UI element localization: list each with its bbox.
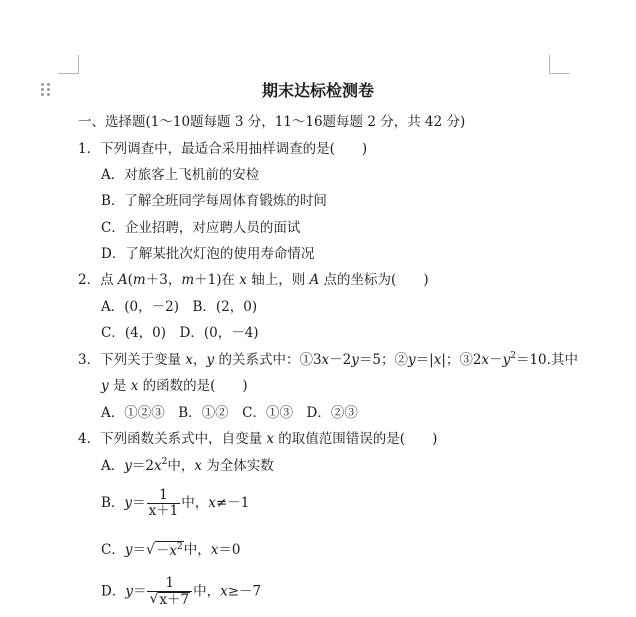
question-4-option-c: C．y＝ √ $-x^2$ 中，x＝0 — [101, 542, 241, 559]
fraction: 1 √ x＋7 — [147, 576, 192, 608]
fraction: $\frac{1}{x+1}$ — [148, 487, 179, 519]
question-2-options-ab: A．(0，－2) B．(2，0) — [101, 299, 258, 315]
question-4-option-d: D．y＝ 1 √ x＋7 中，x≥－7 — [101, 575, 262, 608]
page-corner-mark-top-left — [58, 55, 79, 74]
question-3-stem: 3．下列关于变量 x，y 的关系式中：①3x－2y＝5；②y＝|x|；$③2x-y^2=10$.其中 — [78, 351, 578, 368]
page-title: 期末达标检测卷 — [261, 81, 374, 100]
question-1-option-a: A．对旅客上飞机前的安检 — [101, 167, 260, 183]
page-corner-mark-top-right — [549, 55, 570, 74]
question-3-stem-line-2: y 是 x 的函数的是( ) — [101, 378, 248, 394]
section-heading: 一、选择题(1～10题每题 3 分，11～16题每题 2 分，共 42 分) — [78, 114, 466, 130]
question-1-option-c: C．企业招聘，对应聘人员的面试 — [101, 220, 301, 236]
question-3-options: A．①②③ B．①② C．①③ D．②③ — [101, 405, 358, 421]
question-4-option-a: A．$y=2x^2$中，x 为全体实数 — [101, 457, 274, 474]
square-root: √ $-x^2$ — [145, 542, 183, 559]
question-4-stem: 4．下列函数关系式中，自变量 x 的取值范围错误的是( ) — [78, 431, 438, 447]
question-1-option-d: D．了解某批次灯泡的使用寿命情况 — [101, 246, 315, 262]
question-1-option-b: B．了解全班同学每周体育锻炼的时间 — [101, 193, 327, 209]
question-2-options-cd: C．(4，0) D．(0，－4) — [101, 325, 259, 341]
question-2-stem: 2．点 A(m＋3，m＋1)在 x 轴上，则 A 点的坐标为( ) — [78, 272, 429, 288]
question-1-stem: 1．下列调查中，最适合采用抽样调查的是( ) — [78, 141, 368, 157]
question-4-option-b: B．y＝ $\frac{1}{x+1}$ 中，x≠－1 — [101, 487, 250, 519]
